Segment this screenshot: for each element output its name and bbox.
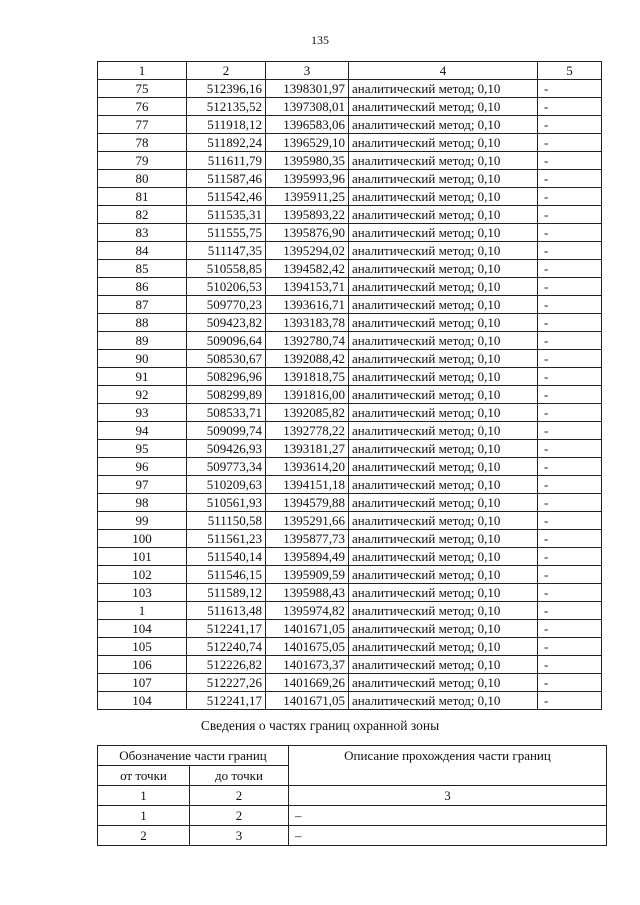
y-coordinate-cell: 1394153,71 [266, 278, 349, 296]
method-accuracy-cell: аналитический метод; 0,10 [349, 296, 538, 314]
boundary-parts-table [97, 745, 607, 846]
y-coordinate-cell: 1395974,82 [266, 602, 349, 620]
boundary-parts-table-body [98, 746, 607, 846]
table-row [98, 530, 602, 548]
method-accuracy-cell: аналитический метод; 0,10 [349, 584, 538, 602]
parts-column-number-1: 1 [98, 786, 190, 806]
parts-header-to: до точки [189, 766, 288, 786]
method-accuracy-cell: аналитический метод; 0,10 [349, 422, 538, 440]
x-coordinate-cell: 511589,12 [187, 584, 266, 602]
parts-column-numbers-row [98, 786, 607, 806]
description-cell: - [538, 278, 602, 296]
table-row [98, 440, 602, 458]
y-coordinate-cell: 1393181,27 [266, 440, 349, 458]
x-coordinate-cell: 511535,31 [187, 206, 266, 224]
table-row [98, 806, 607, 826]
x-coordinate-cell: 511147,35 [187, 242, 266, 260]
point-number-cell: 89 [98, 332, 187, 350]
method-accuracy-cell: аналитический метод; 0,10 [349, 620, 538, 638]
coordinates-table-body [98, 62, 602, 710]
y-coordinate-cell: 1401671,05 [266, 692, 349, 710]
x-coordinate-cell: 512241,17 [187, 692, 266, 710]
point-number-cell: 101 [98, 548, 187, 566]
description-cell: - [538, 224, 602, 242]
y-coordinate-cell: 1393614,20 [266, 458, 349, 476]
method-accuracy-cell: аналитический метод; 0,10 [349, 476, 538, 494]
table-row [98, 116, 602, 134]
table-row [98, 134, 602, 152]
x-coordinate-cell: 509773,34 [187, 458, 266, 476]
description-cell: - [538, 674, 602, 692]
parts-column-number-3: 3 [289, 786, 607, 806]
x-coordinate-cell: 509770,23 [187, 296, 266, 314]
table-row [98, 206, 602, 224]
parts-column-number-2: 2 [189, 786, 288, 806]
description-cell: - [538, 620, 602, 638]
point-number-cell: 95 [98, 440, 187, 458]
table-row [98, 602, 602, 620]
table-row [98, 548, 602, 566]
x-coordinate-cell: 511540,14 [187, 548, 266, 566]
y-coordinate-cell: 1394151,18 [266, 476, 349, 494]
x-coordinate-cell: 510209,63 [187, 476, 266, 494]
x-coordinate-cell: 512226,82 [187, 656, 266, 674]
y-coordinate-cell: 1395877,73 [266, 530, 349, 548]
section-title: Сведения о частях границ охранной зоны [200, 718, 440, 733]
method-accuracy-cell: аналитический метод; 0,10 [349, 260, 538, 278]
point-number-cell: 99 [98, 512, 187, 530]
method-accuracy-cell: аналитический метод; 0,10 [349, 188, 538, 206]
description-cell: - [538, 638, 602, 656]
description-cell: - [538, 98, 602, 116]
method-accuracy-cell: аналитический метод; 0,10 [349, 368, 538, 386]
x-coordinate-cell: 509099,74 [187, 422, 266, 440]
x-coordinate-cell: 511561,23 [187, 530, 266, 548]
point-number-cell: 106 [98, 656, 187, 674]
point-number-cell: 84 [98, 242, 187, 260]
table-row [98, 476, 602, 494]
point-number-cell: 97 [98, 476, 187, 494]
point-number-cell: 77 [98, 116, 187, 134]
method-accuracy-cell: аналитический метод; 0,10 [349, 134, 538, 152]
point-number-cell: 87 [98, 296, 187, 314]
y-coordinate-cell: 1395911,25 [266, 188, 349, 206]
parts-header-from: от точки [98, 766, 190, 786]
x-coordinate-cell: 511613,48 [187, 602, 266, 620]
x-coordinate-cell: 511892,24 [187, 134, 266, 152]
method-accuracy-cell: аналитический метод; 0,10 [349, 206, 538, 224]
table-row [98, 242, 602, 260]
description-cell: - [538, 152, 602, 170]
y-coordinate-cell: 1394579,88 [266, 494, 349, 512]
from-point-cell: 2 [98, 826, 190, 846]
description-cell: - [538, 386, 602, 404]
description-cell: - [538, 350, 602, 368]
y-coordinate-cell: 1398301,97 [266, 80, 349, 98]
description-cell: - [538, 566, 602, 584]
column-number-1: 1 [98, 62, 187, 80]
x-coordinate-cell: 509423,82 [187, 314, 266, 332]
method-accuracy-cell: аналитический метод; 0,10 [349, 404, 538, 422]
table-row [98, 296, 602, 314]
description-cell: - [538, 206, 602, 224]
x-coordinate-cell: 511150,58 [187, 512, 266, 530]
description-cell: - [538, 476, 602, 494]
point-number-cell: 92 [98, 386, 187, 404]
table-row [98, 566, 602, 584]
x-coordinate-cell: 508299,89 [187, 386, 266, 404]
x-coordinate-cell: 511542,46 [187, 188, 266, 206]
point-number-cell: 81 [98, 188, 187, 206]
y-coordinate-cell: 1392088,42 [266, 350, 349, 368]
description-cell: - [538, 692, 602, 710]
point-number-cell: 98 [98, 494, 187, 512]
to-point-cell: 2 [189, 806, 288, 826]
description-cell: - [538, 80, 602, 98]
y-coordinate-cell: 1395980,35 [266, 152, 349, 170]
point-number-cell: 78 [98, 134, 187, 152]
method-accuracy-cell: аналитический метод; 0,10 [349, 278, 538, 296]
method-accuracy-cell: аналитический метод; 0,10 [349, 530, 538, 548]
y-coordinate-cell: 1395894,49 [266, 548, 349, 566]
point-number-cell: 76 [98, 98, 187, 116]
y-coordinate-cell: 1396583,06 [266, 116, 349, 134]
description-cell: - [538, 494, 602, 512]
method-accuracy-cell: аналитический метод; 0,10 [349, 350, 538, 368]
point-number-cell: 104 [98, 620, 187, 638]
point-number-cell: 83 [98, 224, 187, 242]
coordinates-table-header-row [98, 62, 602, 80]
x-coordinate-cell: 509096,64 [187, 332, 266, 350]
coordinates-table [97, 61, 602, 710]
description-cell: - [538, 656, 602, 674]
table-row [98, 170, 602, 188]
table-row [98, 188, 602, 206]
x-coordinate-cell: 509426,93 [187, 440, 266, 458]
method-accuracy-cell: аналитический метод; 0,10 [349, 386, 538, 404]
part-description-cell: – [289, 806, 607, 826]
point-number-cell: 85 [98, 260, 187, 278]
description-cell: - [538, 602, 602, 620]
description-cell: - [538, 404, 602, 422]
point-number-cell: 100 [98, 530, 187, 548]
description-cell: - [538, 332, 602, 350]
point-number-cell: 82 [98, 206, 187, 224]
y-coordinate-cell: 1397308,01 [266, 98, 349, 116]
table-row [98, 656, 602, 674]
table-row [98, 584, 602, 602]
y-coordinate-cell: 1395876,90 [266, 224, 349, 242]
point-number-cell: 103 [98, 584, 187, 602]
description-cell: - [538, 368, 602, 386]
point-number-cell: 75 [98, 80, 187, 98]
description-cell: - [538, 260, 602, 278]
y-coordinate-cell: 1391816,00 [266, 386, 349, 404]
x-coordinate-cell: 508296,96 [187, 368, 266, 386]
x-coordinate-cell: 508530,67 [187, 350, 266, 368]
method-accuracy-cell: аналитический метод; 0,10 [349, 458, 538, 476]
x-coordinate-cell: 512241,17 [187, 620, 266, 638]
y-coordinate-cell: 1393616,71 [266, 296, 349, 314]
point-number-cell: 94 [98, 422, 187, 440]
method-accuracy-cell: аналитический метод; 0,10 [349, 494, 538, 512]
table-row [98, 368, 602, 386]
description-cell: - [538, 296, 602, 314]
table-row [98, 404, 602, 422]
method-accuracy-cell: аналитический метод; 0,10 [349, 548, 538, 566]
description-cell: - [538, 314, 602, 332]
x-coordinate-cell: 512396,16 [187, 80, 266, 98]
description-cell: - [538, 134, 602, 152]
description-cell: - [538, 584, 602, 602]
x-coordinate-cell: 510206,53 [187, 278, 266, 296]
table-row [98, 152, 602, 170]
y-coordinate-cell: 1395993,96 [266, 170, 349, 188]
point-number-cell: 93 [98, 404, 187, 422]
method-accuracy-cell: аналитический метод; 0,10 [349, 152, 538, 170]
x-coordinate-cell: 511918,12 [187, 116, 266, 134]
column-number-3: 3 [266, 62, 349, 80]
description-cell: - [538, 530, 602, 548]
part-description-cell: – [289, 826, 607, 846]
point-number-cell: 80 [98, 170, 187, 188]
y-coordinate-cell: 1392780,74 [266, 332, 349, 350]
table-row [98, 278, 602, 296]
description-cell: - [538, 242, 602, 260]
description-cell: - [538, 116, 602, 134]
table-row [98, 332, 602, 350]
y-coordinate-cell: 1401675,05 [266, 638, 349, 656]
page-number: 135 [311, 33, 329, 47]
y-coordinate-cell: 1395294,02 [266, 242, 349, 260]
y-coordinate-cell: 1393183,78 [266, 314, 349, 332]
table-row [98, 512, 602, 530]
y-coordinate-cell: 1395988,43 [266, 584, 349, 602]
x-coordinate-cell: 511587,46 [187, 170, 266, 188]
point-number-cell: 88 [98, 314, 187, 332]
method-accuracy-cell: аналитический метод; 0,10 [349, 170, 538, 188]
x-coordinate-cell: 512227,26 [187, 674, 266, 692]
x-coordinate-cell: 510558,85 [187, 260, 266, 278]
point-number-cell: 96 [98, 458, 187, 476]
point-number-cell: 104 [98, 692, 187, 710]
y-coordinate-cell: 1401673,37 [266, 656, 349, 674]
y-coordinate-cell: 1391818,75 [266, 368, 349, 386]
method-accuracy-cell: аналитический метод; 0,10 [349, 80, 538, 98]
method-accuracy-cell: аналитический метод; 0,10 [349, 692, 538, 710]
table-row [98, 224, 602, 242]
y-coordinate-cell: 1392778,22 [266, 422, 349, 440]
table-row [98, 350, 602, 368]
table-row [98, 826, 607, 846]
method-accuracy-cell: аналитический метод; 0,10 [349, 440, 538, 458]
y-coordinate-cell: 1401669,26 [266, 674, 349, 692]
parts-header-row [98, 746, 607, 766]
table-row [98, 692, 602, 710]
method-accuracy-cell: аналитический метод; 0,10 [349, 656, 538, 674]
x-coordinate-cell: 512240,74 [187, 638, 266, 656]
table-row [98, 260, 602, 278]
y-coordinate-cell: 1394582,42 [266, 260, 349, 278]
method-accuracy-cell: аналитический метод; 0,10 [349, 242, 538, 260]
y-coordinate-cell: 1395909,59 [266, 566, 349, 584]
from-point-cell: 1 [98, 806, 190, 826]
method-accuracy-cell: аналитический метод; 0,10 [349, 566, 538, 584]
point-number-cell: 91 [98, 368, 187, 386]
method-accuracy-cell: аналитический метод; 0,10 [349, 98, 538, 116]
description-cell: - [538, 440, 602, 458]
parts-header-description: Описание прохождения части границ [289, 746, 607, 786]
point-number-cell: 1 [98, 602, 187, 620]
table-row [98, 458, 602, 476]
method-accuracy-cell: аналитический метод; 0,10 [349, 674, 538, 692]
point-number-cell: 107 [98, 674, 187, 692]
table-row [98, 494, 602, 512]
y-coordinate-cell: 1396529,10 [266, 134, 349, 152]
column-number-4: 4 [349, 62, 538, 80]
y-coordinate-cell: 1401671,05 [266, 620, 349, 638]
method-accuracy-cell: аналитический метод; 0,10 [349, 314, 538, 332]
description-cell: - [538, 170, 602, 188]
method-accuracy-cell: аналитический метод; 0,10 [349, 512, 538, 530]
table-row [98, 98, 602, 116]
method-accuracy-cell: аналитический метод; 0,10 [349, 602, 538, 620]
method-accuracy-cell: аналитический метод; 0,10 [349, 638, 538, 656]
table-row [98, 386, 602, 404]
point-number-cell: 102 [98, 566, 187, 584]
table-row [98, 674, 602, 692]
table-row [98, 314, 602, 332]
description-cell: - [538, 512, 602, 530]
x-coordinate-cell: 510561,93 [187, 494, 266, 512]
to-point-cell: 3 [189, 826, 288, 846]
x-coordinate-cell: 512135,52 [187, 98, 266, 116]
point-number-cell: 79 [98, 152, 187, 170]
column-number-2: 2 [187, 62, 266, 80]
x-coordinate-cell: 511611,79 [187, 152, 266, 170]
y-coordinate-cell: 1392085,82 [266, 404, 349, 422]
table-row [98, 80, 602, 98]
column-number-5: 5 [538, 62, 602, 80]
x-coordinate-cell: 508533,71 [187, 404, 266, 422]
table-row [98, 620, 602, 638]
table-row [98, 422, 602, 440]
table-row [98, 638, 602, 656]
method-accuracy-cell: аналитический метод; 0,10 [349, 332, 538, 350]
method-accuracy-cell: аналитический метод; 0,10 [349, 224, 538, 242]
description-cell: - [538, 422, 602, 440]
description-cell: - [538, 458, 602, 476]
x-coordinate-cell: 511546,15 [187, 566, 266, 584]
point-number-cell: 105 [98, 638, 187, 656]
point-number-cell: 90 [98, 350, 187, 368]
y-coordinate-cell: 1395291,66 [266, 512, 349, 530]
point-number-cell: 86 [98, 278, 187, 296]
description-cell: - [538, 548, 602, 566]
method-accuracy-cell: аналитический метод; 0,10 [349, 116, 538, 134]
y-coordinate-cell: 1395893,22 [266, 206, 349, 224]
x-coordinate-cell: 511555,75 [187, 224, 266, 242]
description-cell: - [538, 188, 602, 206]
parts-header-group: Обозначение части границ [98, 746, 289, 766]
